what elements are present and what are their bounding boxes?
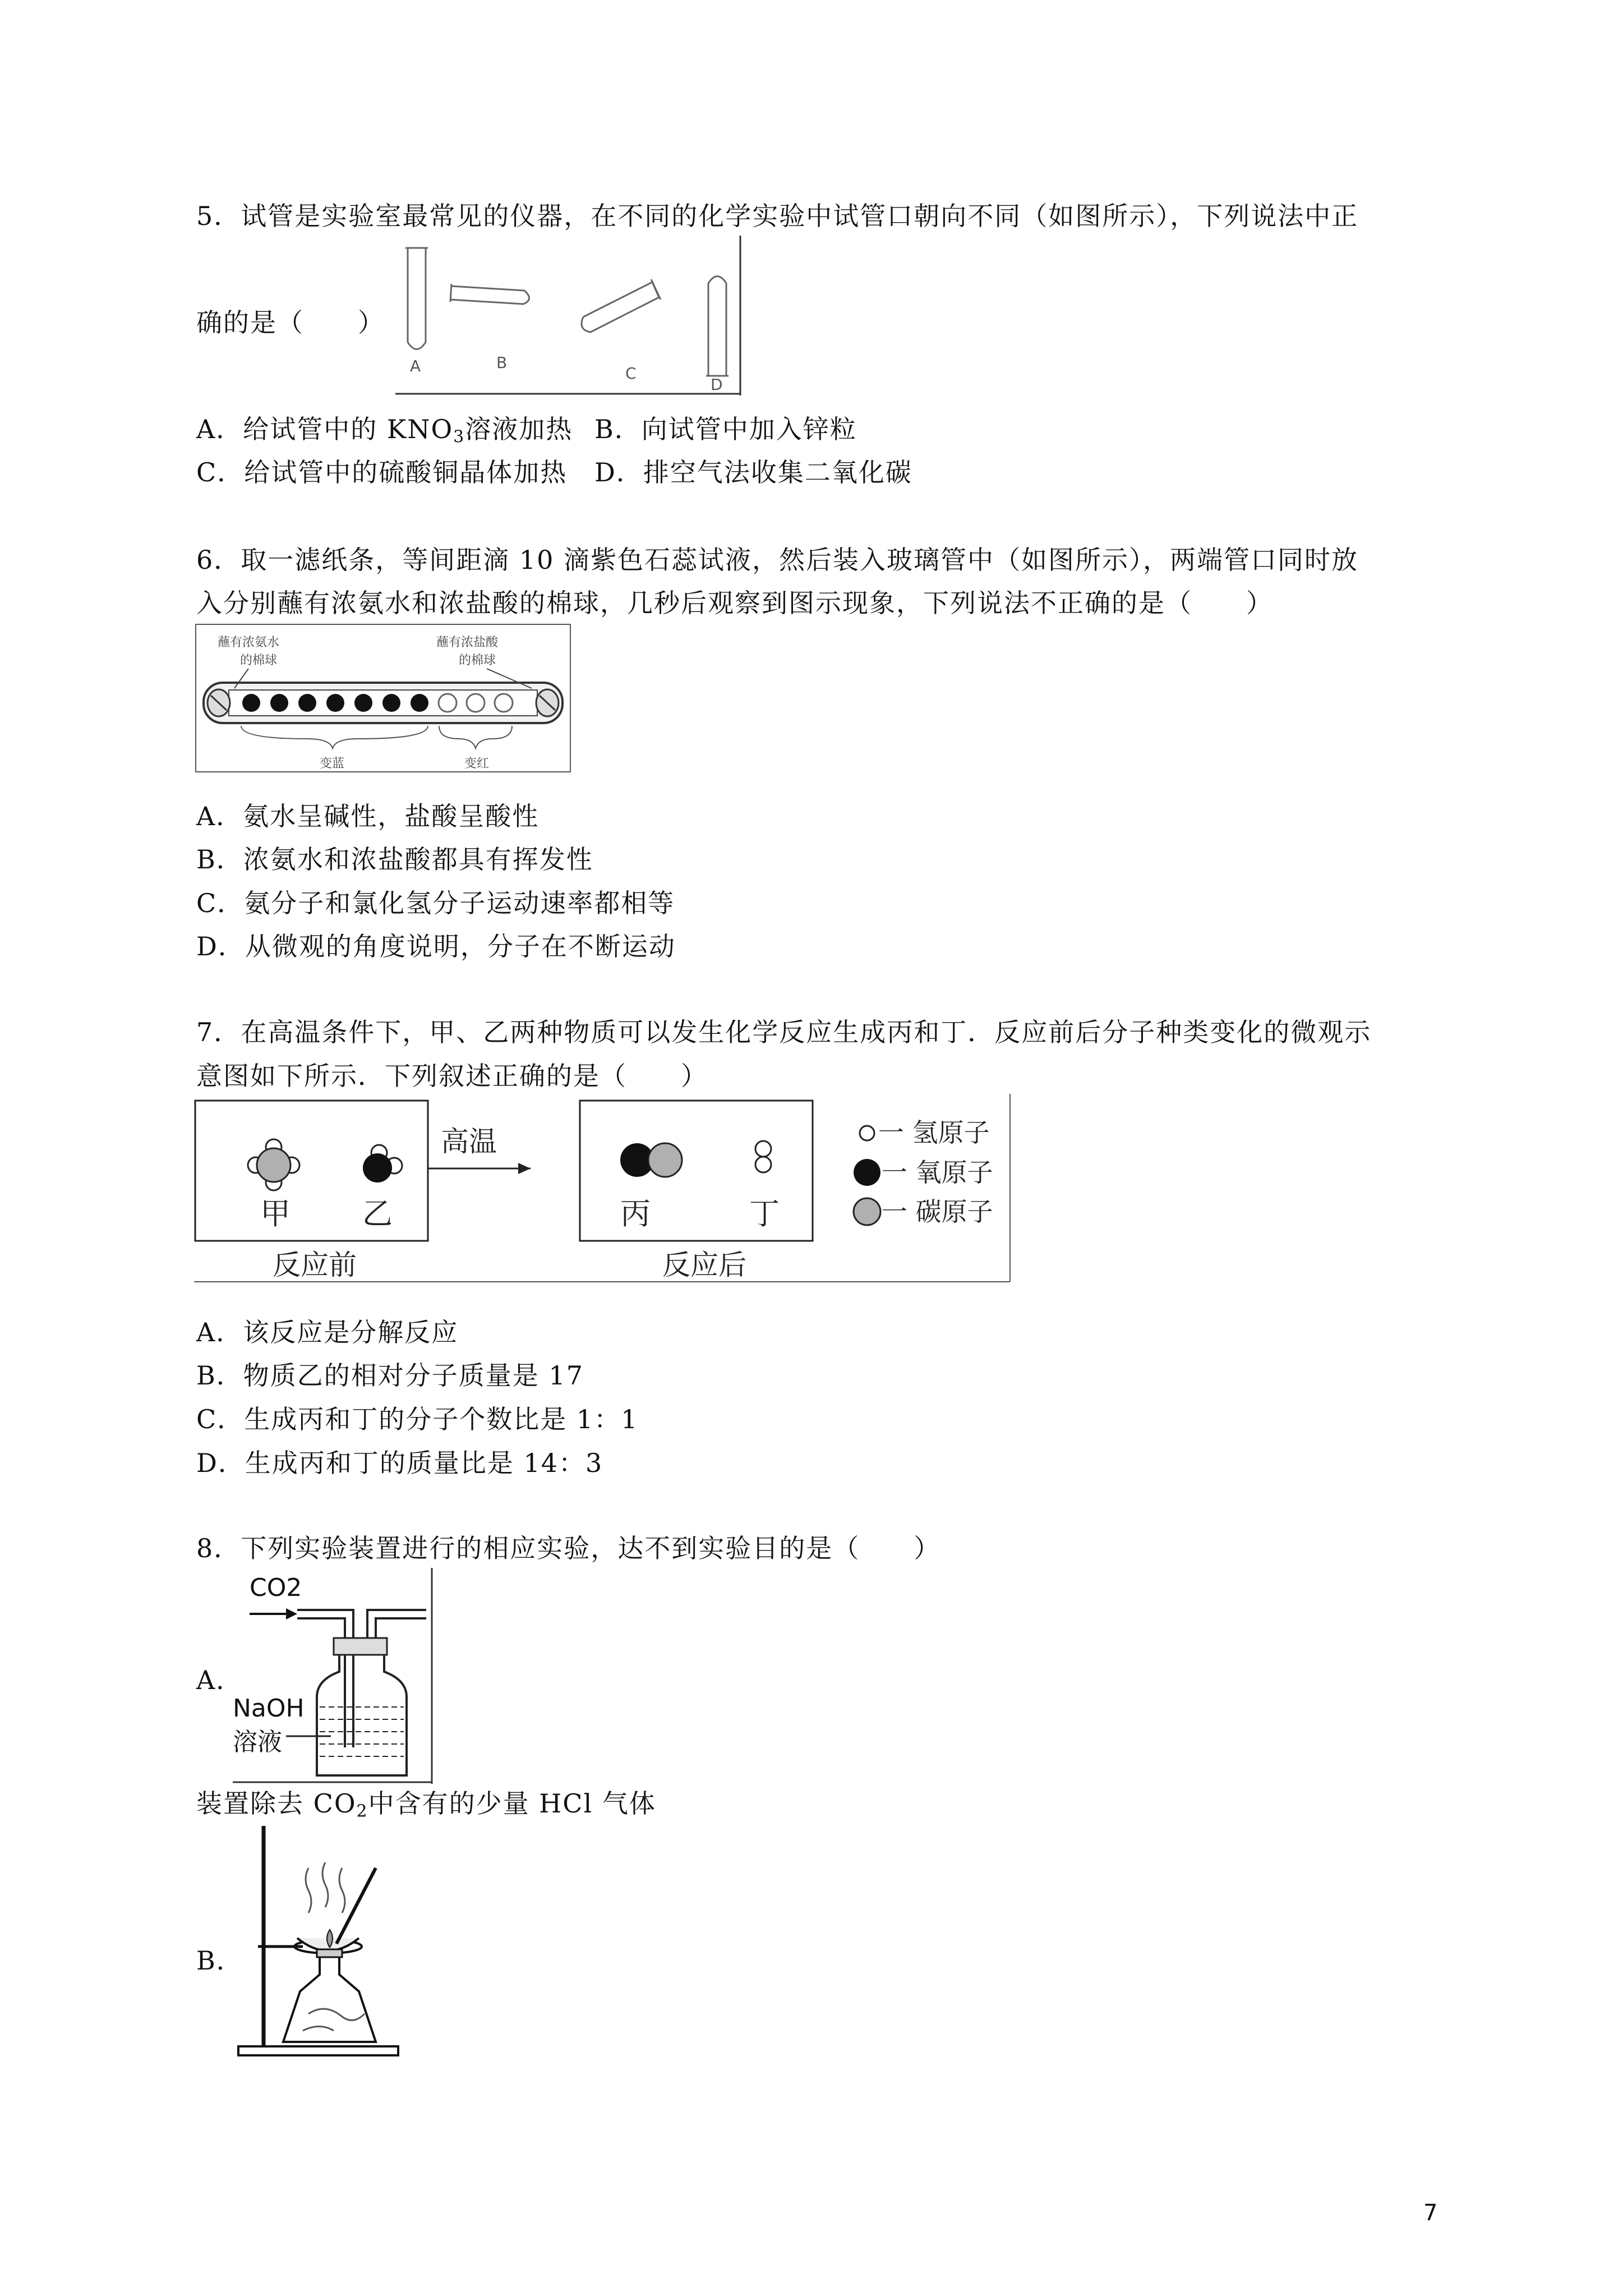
legend-hydrogen: 一 氢原子 — [878, 1117, 990, 1148]
q6-stem-line1: 6．取一滤纸条，等间距滴 10 滴紫色石蕊试液，然后装入玻璃管中（如图所示），两端管口同时放 — [196, 545, 1359, 575]
q5-option-d: D．排空气法收集二氧化碳 — [594, 457, 912, 487]
q5-option-c: C．给试管中的硫酸铜晶体加热 — [196, 457, 568, 487]
tube-b — [450, 284, 529, 304]
molecule-yi — [363, 1145, 402, 1182]
fig-label-a: A — [410, 357, 421, 375]
label-after: 反应后 — [662, 1249, 746, 1281]
q7-stem-line2: 意图如下所示．下列叙述正确的是（ ） — [196, 1061, 708, 1091]
molecule-jia — [248, 1139, 299, 1190]
legend — [854, 1117, 993, 1227]
fig-label-c: C — [625, 364, 637, 383]
q5-stem-line2: 确的是（ ） — [196, 307, 385, 338]
fig-label-b: B — [496, 353, 508, 372]
label-ding: 丁 — [749, 1196, 780, 1231]
q6-option-a: A．氨水呈碱性，盐酸呈酸性 — [196, 801, 540, 831]
q7-option-a: A．该反应是分解反应 — [196, 1317, 459, 1347]
q8-option-a-label: A． — [196, 1665, 243, 1695]
label-bing: 丙 — [620, 1196, 651, 1231]
label-yi: 乙 — [362, 1196, 393, 1231]
tube-c — [582, 279, 661, 332]
page-number: 7 — [1423, 2200, 1439, 2226]
q8-option-a-text: 装置除去 $CO_2$中含有的少量 HCl 气体 — [196, 1788, 656, 1821]
fig-label-left-1: 蘸有浓氨水 — [218, 636, 280, 650]
fig-label-bottom-right: 变红 — [464, 757, 490, 771]
q6-option-b: B．浓氨水和浓盐酸都具有挥发性 — [196, 844, 593, 875]
legend-carbon: 一 碳原子 — [882, 1197, 993, 1227]
q7-reaction-figure — [194, 1094, 1013, 1285]
q8-evaporation-figure — [236, 1823, 401, 2059]
q7-option-d: D．生成丙和丁的质量比是 14：3 — [196, 1448, 603, 1478]
q5-option-a: A．给试管中的 $KNO_3$溶液加热 — [196, 414, 573, 447]
q8-option-b-label: B． — [196, 1945, 243, 1976]
q5-test-tube-figure — [395, 236, 743, 395]
label-jia: 甲 — [260, 1196, 291, 1231]
tube-a — [405, 248, 428, 349]
fig-label-left-2: 的棉球 — [240, 654, 278, 668]
fig-label-d: D — [711, 375, 723, 394]
q7-stem-line1: 7．在高温条件下，甲、乙两种物质可以发生化学反应生成丙和丁．反应前后分子种类变化的微观示 — [196, 1017, 1372, 1047]
legend-oxygen: 一 氧原子 — [882, 1157, 993, 1188]
q7-option-c: C．生成丙和丁的分子个数比是 1：1 — [196, 1404, 639, 1434]
solution-label-2: 溶液 — [233, 1728, 282, 1756]
fig-label-right-1: 蘸有浓盐酸 — [436, 636, 499, 650]
fig-label-bottom-left: 变蓝 — [320, 757, 345, 771]
q6-option-d: D．从微观的角度说明，分子在不断运动 — [196, 931, 676, 961]
q6-glass-tube-figure — [195, 624, 571, 772]
q8-wash-bottle-figure — [233, 1568, 435, 1784]
solution-label-1: NaOH — [233, 1694, 305, 1723]
molecule-ding — [755, 1141, 771, 1172]
gas-label: CO2 — [250, 1573, 302, 1602]
q6-stem-line2: 入分别蘸有浓氨水和浓盐酸的棉球，几秒后观察到图示现象，下列说法不正确的是（ ） — [196, 588, 1273, 618]
molecule-bing — [620, 1143, 682, 1177]
tube-d — [706, 277, 728, 376]
fig-label-right-2: 的棉球 — [459, 654, 496, 668]
q8-stem: 8．下列实验装置进行的相应实验，达不到实验目的是（ ） — [196, 1533, 941, 1563]
litmus-dots-red — [439, 694, 513, 712]
q5-stem-line1: 5．试管是实验室最常见的仪器，在不同的化学实验中试管口朝向不同（如图所示），下列说法中正 — [196, 201, 1359, 231]
label-before: 反应前 — [273, 1249, 357, 1281]
label-condition: 高温 — [441, 1125, 497, 1158]
q7-option-b: B．物质乙的相对分子质量是 17 — [196, 1360, 584, 1391]
q5-option-b: B．向试管中加入锌粒 — [594, 414, 857, 444]
q6-option-c: C．氨分子和氯化氢分子运动速率都相等 — [196, 888, 675, 918]
